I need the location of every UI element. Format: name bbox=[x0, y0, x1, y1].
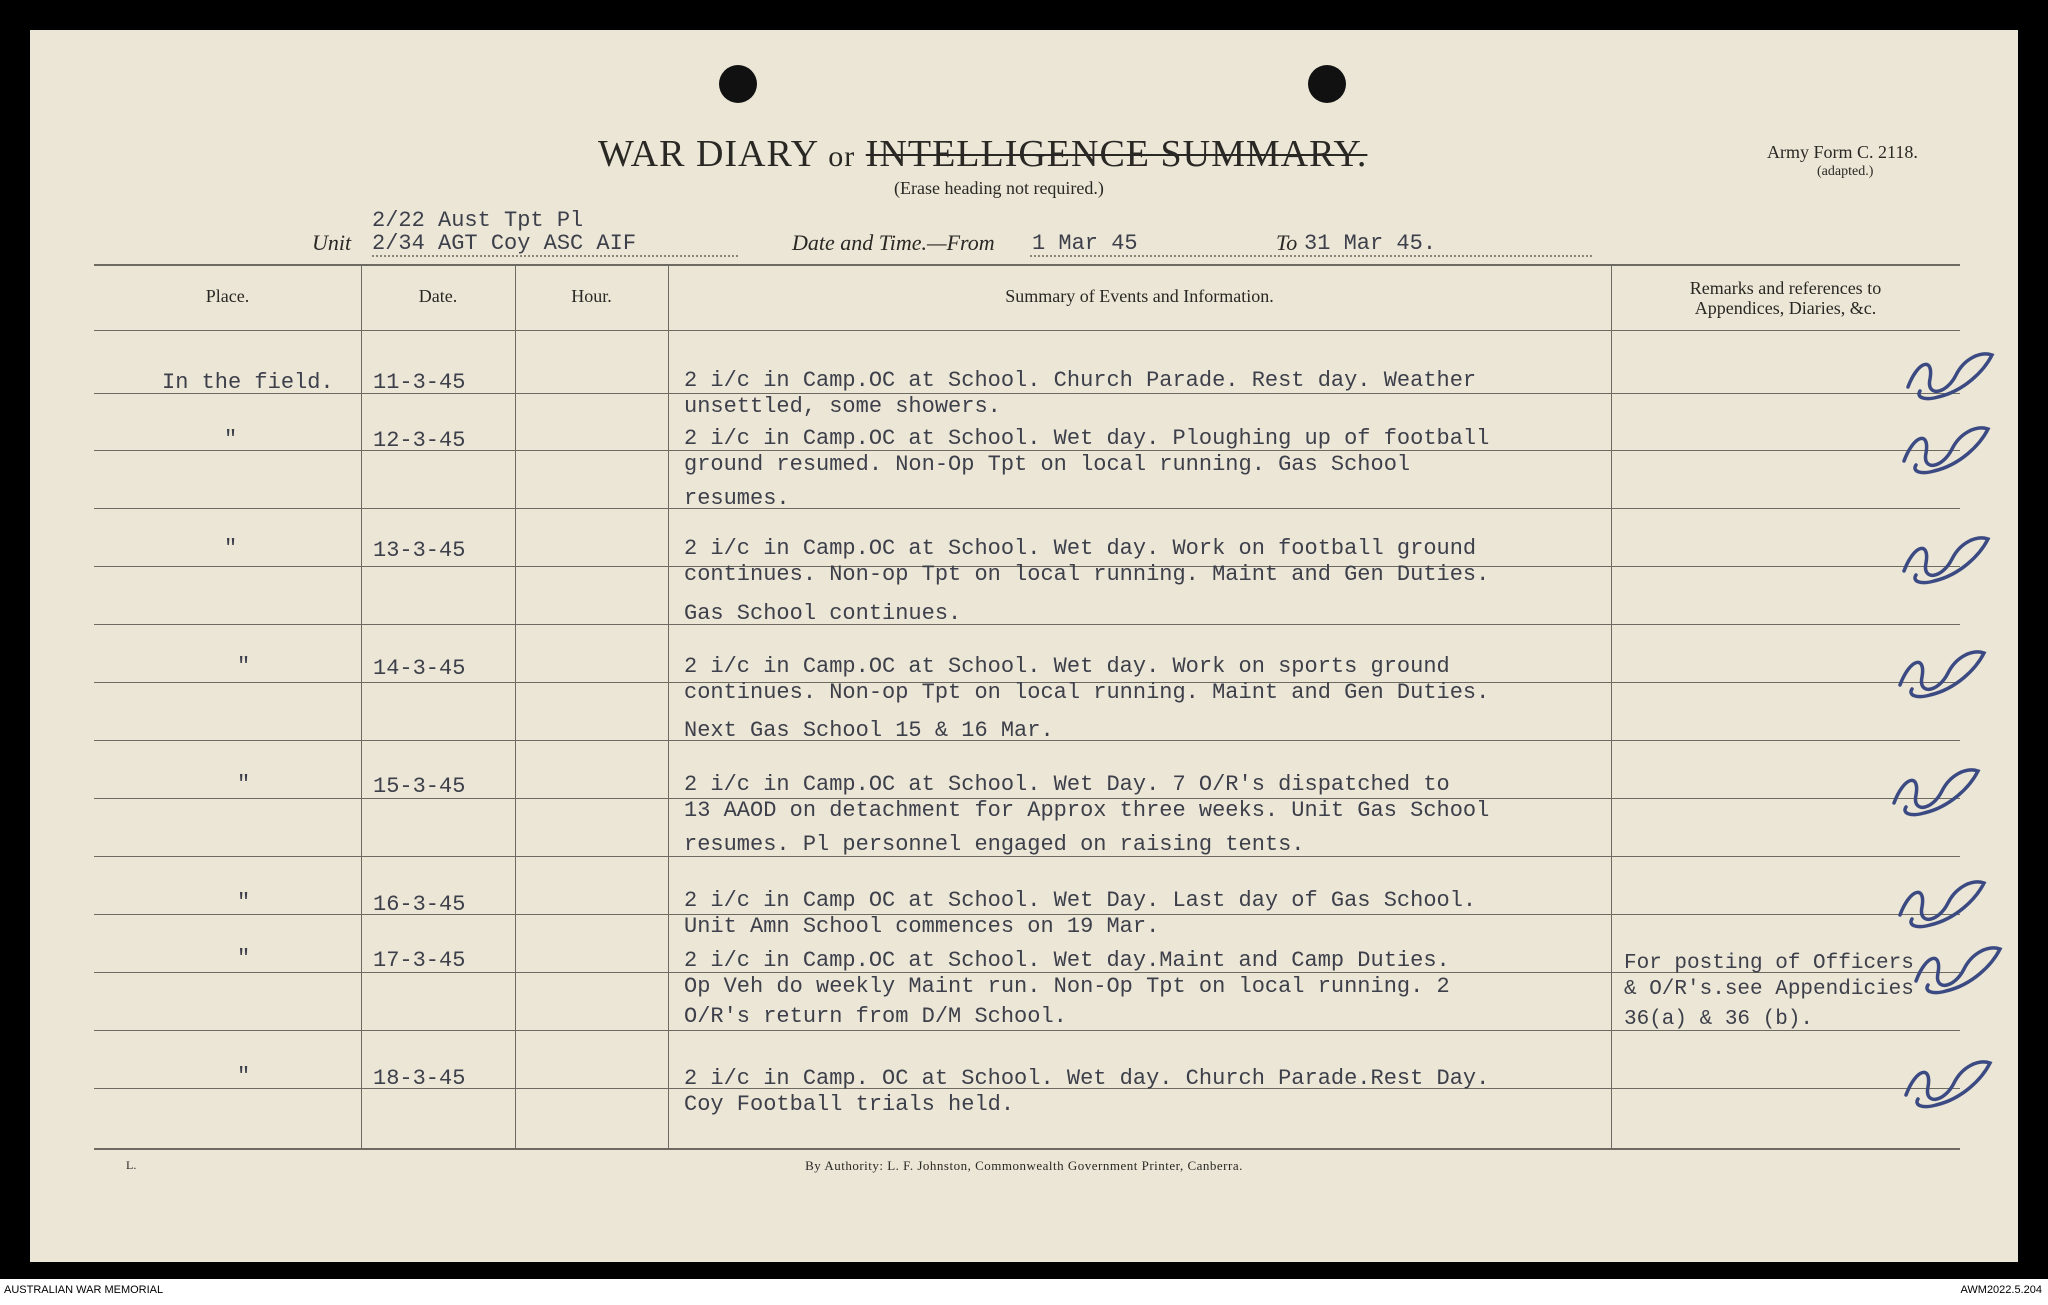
col-header-hour: Hour. bbox=[571, 286, 612, 306]
unit-line-1: 2/22 Aust Tpt Pl bbox=[372, 208, 584, 233]
entry-date: 18-3-45 bbox=[373, 1066, 466, 1091]
erase-note: (Erase heading not required.) bbox=[894, 178, 1104, 198]
entry-summary-line: unsettled, some showers. bbox=[684, 394, 1001, 419]
entry-summary-line: Next Gas School 15 & 16 Mar. bbox=[684, 718, 1054, 743]
table-header-rule bbox=[94, 330, 1960, 331]
entry-remarks-line: & O/R's.see Appendicies bbox=[1624, 978, 1914, 1001]
entry-date: 17-3-45 bbox=[373, 948, 466, 973]
col-header-summary: Summary of Events and Information. bbox=[1005, 286, 1274, 306]
archive-strip bbox=[0, 1279, 2048, 1305]
archive-name: AUSTRALIAN WAR MEMORIAL bbox=[4, 1284, 164, 1296]
table-top-rule bbox=[94, 264, 1960, 266]
entry-summary-line: 2 i/c in Camp.OC at School. Church Parade. Rest day. Weather bbox=[684, 368, 1477, 393]
entry-summary-line: ground resumed. Non-Op Tpt on local running. Gas School bbox=[684, 452, 1411, 477]
printer-authority: By Authority: L. F. Johnston, Commonwealth Government Printer, Canberra. bbox=[805, 1158, 1243, 1173]
entry-summary-line: continues. Non-op Tpt on local running. Maint and Gen Duties. bbox=[684, 562, 1490, 587]
entry-summary-line: 2 i/c in Camp OC at School. Wet Day. Last day of Gas School. bbox=[684, 888, 1477, 913]
entry-date: 15-3-45 bbox=[373, 774, 466, 799]
corner-mark: L. bbox=[126, 1158, 137, 1172]
entry-place: " bbox=[224, 427, 238, 452]
initials-icon bbox=[1894, 414, 1994, 484]
col-divider-date bbox=[515, 266, 516, 1148]
entry-remarks-line: 36(a) & 36 (b). bbox=[1624, 1008, 1814, 1031]
entry-summary-line: O/R's return from D/M School. bbox=[684, 1004, 1067, 1029]
form-number: Army Form C. 2118. bbox=[1767, 142, 1918, 162]
date-to-dots bbox=[1302, 255, 1592, 257]
entry-place: " bbox=[224, 536, 238, 561]
entry-date: 11-3-45 bbox=[373, 370, 466, 395]
entry-summary-line: 2 i/c in Camp.OC at School. Wet day. Ploughing up of football bbox=[684, 426, 1490, 451]
row-rule bbox=[94, 508, 1960, 509]
entry-summary-line: 2 i/c in Camp.OC at School. Wet day.Maint and Camp Duties. bbox=[684, 948, 1450, 973]
initials-icon bbox=[1890, 638, 1990, 708]
entry-date: 16-3-45 bbox=[373, 892, 466, 917]
entry-place: " bbox=[237, 772, 251, 797]
entry-place: " bbox=[237, 890, 251, 915]
entry-summary-line: resumes. bbox=[684, 486, 790, 511]
entry-place: In the field. bbox=[162, 370, 334, 395]
to-label: To bbox=[1276, 230, 1298, 255]
form-adapted: (adapted.) bbox=[1817, 164, 1874, 179]
entry-summary-line: resumes. Pl personnel engaged on raising tents. bbox=[684, 832, 1305, 857]
entry-place: " bbox=[237, 654, 251, 679]
entry-summary-line: Op Veh do weekly Maint run. Non-Op Tpt on local running. 2 bbox=[684, 974, 1450, 999]
punch-hole-right bbox=[1308, 65, 1346, 103]
entry-summary-line: 2 i/c in Camp.OC at School. Wet day. Work on sports ground bbox=[684, 654, 1450, 679]
entry-summary-line: 2 i/c in Camp. OC at School. Wet day. Church Parade.Rest Day. bbox=[684, 1066, 1490, 1091]
initials-icon bbox=[1898, 340, 1998, 410]
initials-icon bbox=[1896, 1048, 1996, 1118]
date-label: Date and Time.—From bbox=[792, 230, 995, 255]
struck-heading: INTELLIGENCE SUMMARY. bbox=[865, 133, 1368, 175]
page-title: WAR DIARY or INTELLIGENCE SUMMARY. bbox=[598, 133, 1368, 175]
punch-hole-left bbox=[719, 65, 757, 103]
entry-date: 14-3-45 bbox=[373, 656, 466, 681]
diary-page bbox=[30, 30, 2018, 1262]
date-to: 31 Mar 45. bbox=[1304, 231, 1437, 256]
entry-summary-line: 2 i/c in Camp.OC at School. Wet Day. 7 O/R's dispatched to bbox=[684, 772, 1450, 797]
entry-summary-line: 13 AAOD on detachment for Approx three weeks. Unit Gas School bbox=[684, 798, 1490, 823]
date-from-dots bbox=[1030, 255, 1304, 257]
initials-icon bbox=[1894, 524, 1994, 594]
unit-dots bbox=[372, 255, 738, 257]
col-header-place: Place. bbox=[205, 286, 250, 306]
entry-date: 13-3-45 bbox=[373, 538, 466, 563]
unit-label: Unit bbox=[312, 230, 352, 255]
col-header-remarks: Remarks and references to Appendices, Diaries, &c. bbox=[1689, 278, 1882, 318]
initials-icon bbox=[1884, 756, 1984, 826]
entry-remarks-line: For posting of Officers bbox=[1624, 952, 1914, 975]
col-divider-summary bbox=[1611, 266, 1612, 1148]
col-header-date: Date. bbox=[418, 286, 458, 306]
col-divider-hour bbox=[668, 266, 669, 1148]
col-divider-place bbox=[361, 266, 362, 1148]
entry-summary-line: 2 i/c in Camp.OC at School. Wet day. Work on football ground bbox=[684, 536, 1477, 561]
entry-date: 12-3-45 bbox=[373, 428, 466, 453]
entry-summary-line: Coy Football trials held. bbox=[684, 1092, 1015, 1117]
entry-place: " bbox=[237, 1064, 251, 1089]
date-from: 1 Mar 45 bbox=[1032, 231, 1138, 256]
entry-summary-line: Gas School continues. bbox=[684, 601, 962, 626]
table-bottom-rule bbox=[94, 1148, 1960, 1150]
entry-summary-line: Unit Amn School commences on 19 Mar. bbox=[684, 914, 1160, 939]
initials-icon bbox=[1906, 934, 2006, 1004]
row-rule bbox=[94, 624, 1960, 625]
initials-icon bbox=[1890, 868, 1990, 938]
unit-line-2: 2/34 AGT Coy ASC AIF bbox=[372, 231, 637, 256]
entry-place: " bbox=[237, 946, 251, 971]
archive-id: AWM2022.5.204 bbox=[1960, 1284, 2042, 1296]
entry-summary-line: continues. Non-op Tpt on local running. Maint and Gen Duties. bbox=[684, 680, 1490, 705]
